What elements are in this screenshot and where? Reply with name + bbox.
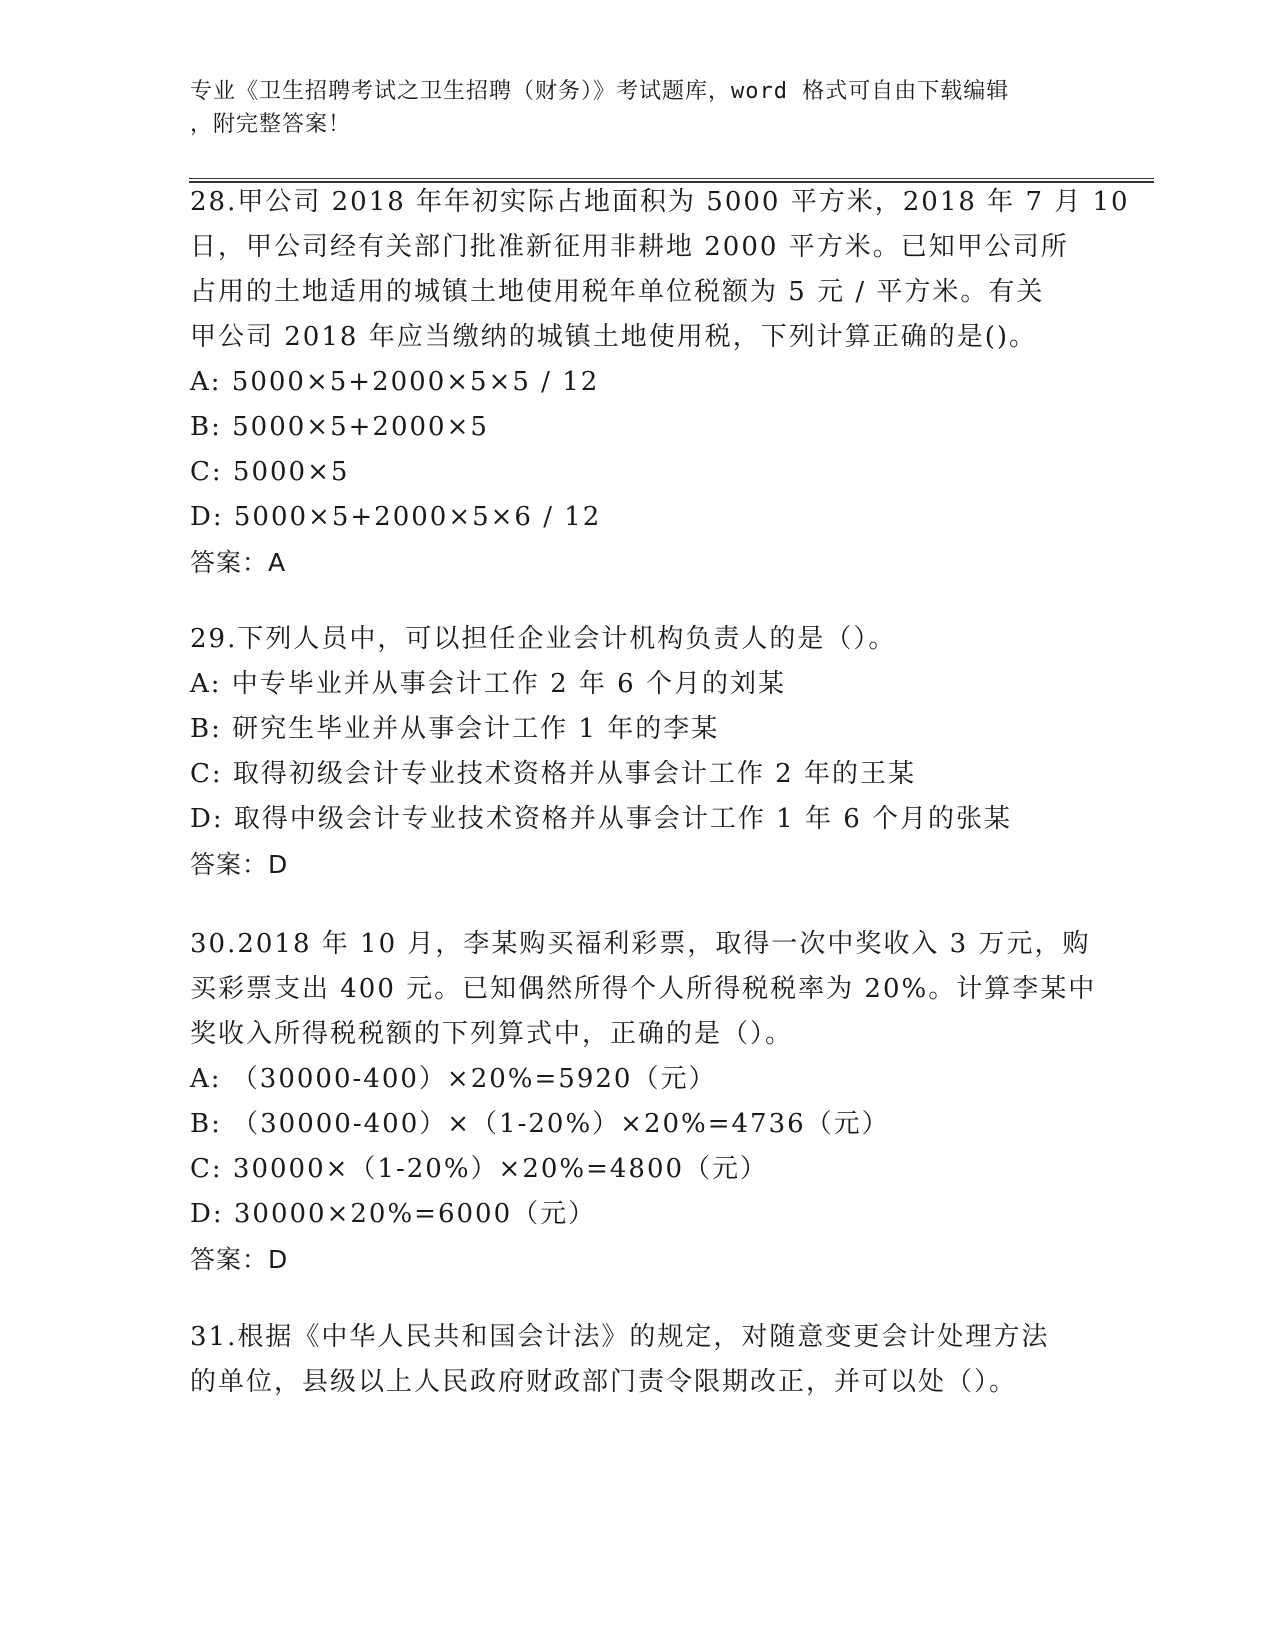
question-31 xyxy=(190,1315,1070,1405)
question-29 xyxy=(190,617,1070,887)
question-text-line: 28.甲公司 2018 年年初实际占地面积为 5000 平方米，2018 年 7 月 10 xyxy=(190,187,1130,217)
option-b: B: 研究生毕业并从事会计工作 1 年的李某 xyxy=(190,714,720,744)
option-c: C: 5000×5 xyxy=(190,457,350,487)
option-a: A: 5000×5+2000×5×5 / 12 xyxy=(190,367,600,397)
option-c: C: 30000×（1-20%）×20%=4800（元） xyxy=(190,1154,769,1184)
question-28 xyxy=(190,180,1130,585)
question-text-line: 甲公司 2018 年应当缴纳的城镇土地使用税，下列计算正确的是()。 xyxy=(190,322,1037,352)
answer: 答案：D xyxy=(190,1245,289,1274)
answer: 答案：D xyxy=(190,850,289,879)
header-line: ，附完整答案！ xyxy=(190,112,352,137)
option-c: C: 取得初级会计专业技术资格并从事会计工作 2 年的王某 xyxy=(190,759,916,789)
question-text-line: 占用的土地适用的城镇土地使用税年单位税额为 5 元 / 平方米。有关 xyxy=(190,277,1045,307)
question-text-line: 的单位，县级以上人民政府财政部门责令限期改正，并可以处（）。 xyxy=(190,1367,1018,1397)
option-a: A: （30000-400）×20%=5920（元） xyxy=(190,1064,717,1094)
answer: 答案：A xyxy=(190,548,287,577)
option-d: D: 30000×20%=6000（元） xyxy=(190,1199,597,1229)
question-text-line: 日，甲公司经有关部门批准新征用非耕地 2000 平方米。已知甲公司所 xyxy=(190,232,1069,262)
option-d: D: 5000×5+2000×5×6 / 12 xyxy=(190,502,602,532)
option-b: B: （30000-400）×（1-20%）×20%=4736（元） xyxy=(190,1109,890,1139)
option-d: D: 取得中级会计专业技术资格并从事会计工作 1 年 6 个月的张某 xyxy=(190,804,1013,834)
question-text-line: 买彩票支出 400 元。已知偶然所得个人所得税税率为 20%。计算李某中 xyxy=(190,974,1097,1004)
question-text-line: 30.2018 年 10 月，李某购买福利彩票，取得一次中奖收入 3 万元，购 xyxy=(190,929,1091,959)
header-line: 专业《卫生招聘考试之卫生招聘（财务）》考试题库，word 格式可自由下载编辑 xyxy=(190,79,1010,104)
option-b: B: 5000×5+2000×5 xyxy=(190,412,489,442)
option-a: A: 中专毕业并从事会计工作 2 年 6 个月的刘某 xyxy=(190,669,786,699)
document-header xyxy=(190,75,1090,141)
question-30 xyxy=(190,922,1097,1282)
question-text-line: 29.下列人员中，可以担任企业会计机构负责人的是（）。 xyxy=(190,624,897,654)
question-text-line: 奖收入所得税税额的下列算式中，正确的是（）。 xyxy=(190,1019,794,1049)
question-text-line: 31.根据《中华人民共和国会计法》的规定，对随意变更会计处理方法 xyxy=(190,1322,1050,1352)
